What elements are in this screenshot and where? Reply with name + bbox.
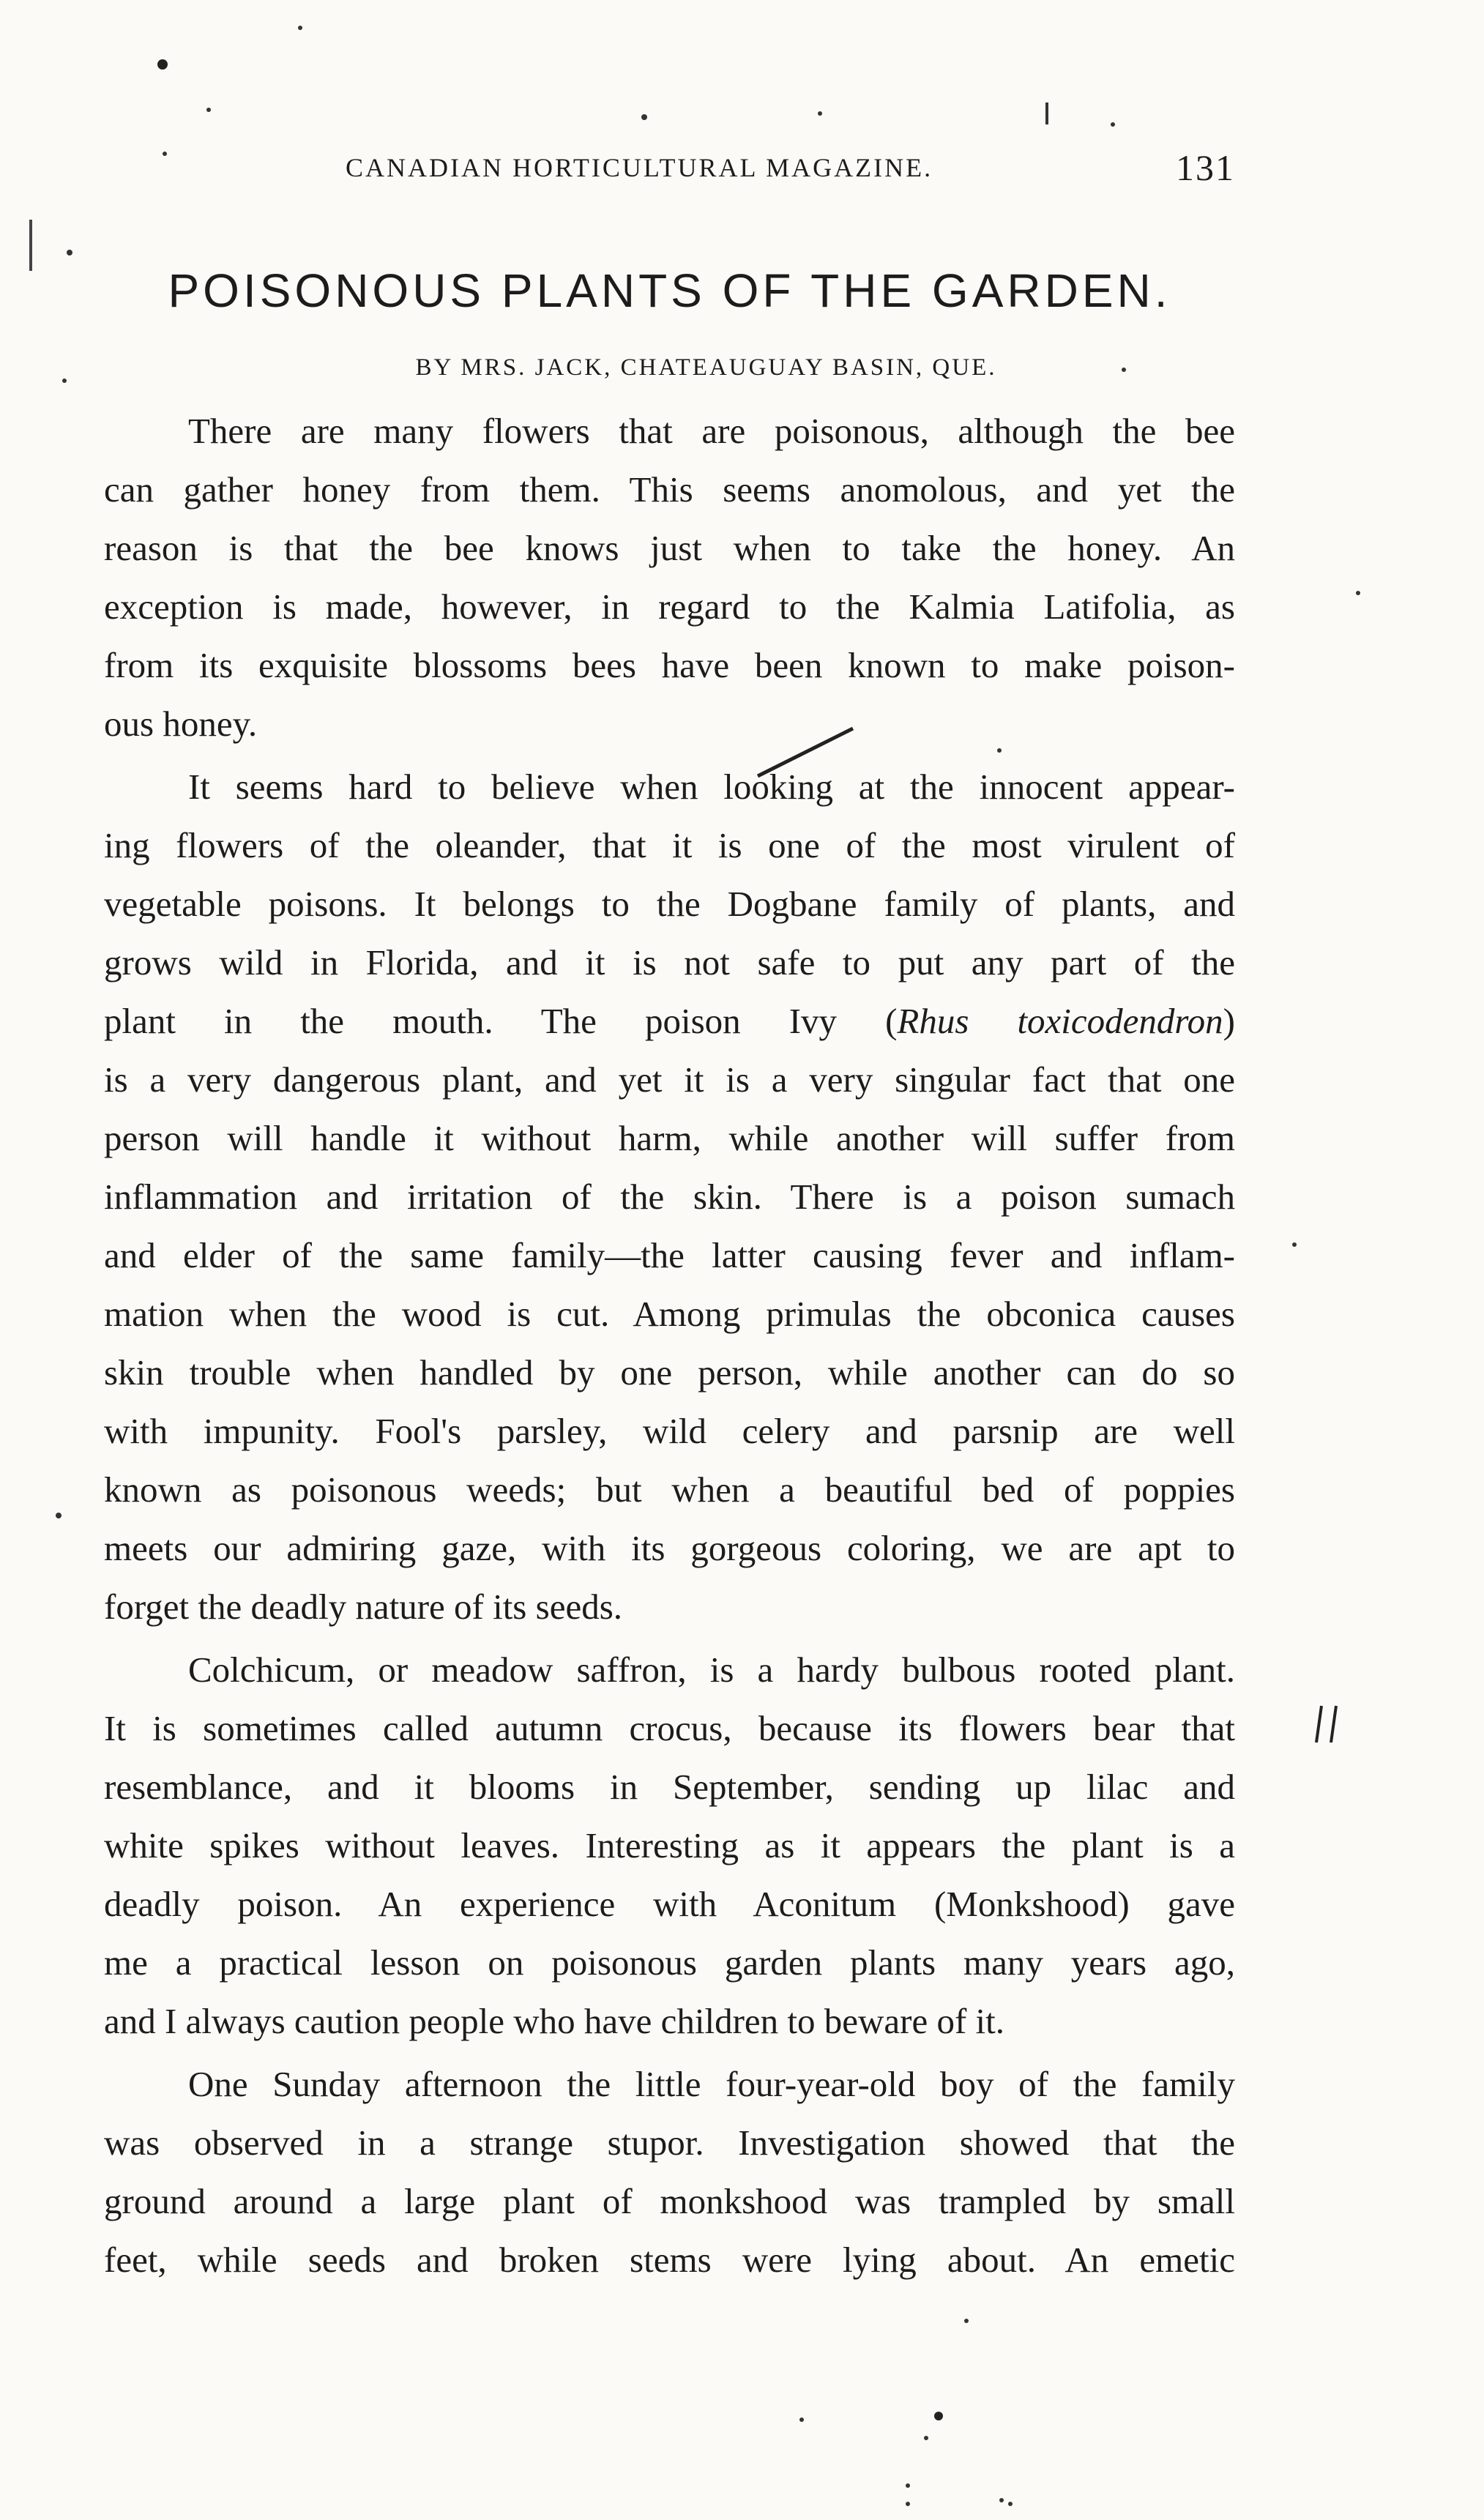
text-line: forget the deadly nature of its seeds.: [104, 1587, 623, 1627]
text-line: reason is that the bee knows just when to take the honey. An: [104, 528, 1235, 568]
article-body: [104, 402, 1235, 2289]
text-line: vegetable poisons. It belongs to the Dogbane family of plants, and: [104, 884, 1235, 924]
book-page: [104, 132, 1235, 2294]
paragraph-2: [104, 758, 1235, 1636]
magazine-title: CANADIAN HORTICULTURAL MAGAZINE.: [346, 153, 933, 182]
text-line: grows wild in Florida, and it is not safe to put any part of the: [104, 942, 1235, 983]
text-line: ground around a large plant of monkshood was trampled by small: [104, 2181, 1235, 2221]
text-line: me a practical lesson on poisonous garden plants many years ago,: [104, 1942, 1235, 1983]
text-line: was observed in a strange stupor. Investigation showed that the: [104, 2122, 1235, 2163]
running-head: [104, 132, 1235, 198]
text-line: There are many flowers that are poisonous, although the bee: [188, 411, 1235, 451]
text-line: ous honey.: [104, 704, 258, 744]
paragraph-4: [104, 2055, 1235, 2289]
article-byline: BY MRS. JACK, CHATEAUGUAY BASIN, QUE.: [415, 354, 997, 381]
text-line: ing flowers of the oleander, that it is one of the most virulent of: [104, 825, 1235, 865]
text-line: skin trouble when handled by one person, while another can do so: [104, 1352, 1235, 1393]
text-line: from its exquisite blossoms bees have been known to make poison-: [104, 645, 1235, 685]
text-line: is a very dangerous plant, and yet it is a very singular fact that one: [104, 1059, 1235, 1100]
text-line: It seems hard to believe when looking at the innocent appear-: [188, 767, 1235, 807]
text-line: known as poisonous weeds; but when a beautiful bed of poppies: [104, 1469, 1235, 1510]
page-number: 131: [1176, 147, 1235, 188]
text-line: white spikes without leaves. Interesting as it appears the plant is a: [104, 1825, 1235, 1865]
text-line: and I always caution people who have children to beware of it.: [104, 2001, 1005, 2041]
text-line: resemblance, and it blooms in September, sending up lilac and: [104, 1767, 1235, 1807]
text-line: It is sometimes called autumn crocus, because its flowers bear that: [104, 1708, 1235, 1748]
text-line: mation when the wood is cut. Among primulas the obconica causes: [104, 1294, 1235, 1334]
text-line: inflammation and irritation of the skin. There is a poison sumach: [104, 1177, 1235, 1217]
text-line: deadly poison. An experience with Aconitum (Monkshood) gave: [104, 1884, 1235, 1924]
text-line: feet, while seeds and broken stems were lying about. An emetic: [104, 2240, 1235, 2280]
text-line: meets our admiring gaze, with its gorgeous coloring, we are apt to: [104, 1528, 1235, 1568]
text-line: exception is made, however, in regard to the Kalmia Latifolia, as: [104, 586, 1235, 627]
text-line: person will handle it without harm, while another will suffer from: [104, 1118, 1235, 1158]
article-title: POISONOUS PLANTS OF THE GARDEN.: [168, 264, 1171, 317]
paragraph-1: [104, 402, 1235, 753]
botanical-name: Rhus toxicodendron: [897, 1001, 1223, 1041]
paragraph-3: [104, 1641, 1235, 2051]
text-line: plant in the mouth. The poison Ivy (Rhus toxicodendron): [104, 1001, 1235, 1041]
text-line: One Sunday afternoon the little four-year-old boy of the family: [188, 2064, 1235, 2104]
text-line: Colchicum, or meadow saffron, is a hardy bulbous rooted plant.: [188, 1649, 1235, 1690]
text-line: with impunity. Fool's parsley, wild celery and parsnip are well: [104, 1411, 1235, 1451]
text-line: and elder of the same family—the latter causing fever and inflam-: [104, 1235, 1235, 1275]
text-line: can gather honey from them. This seems anomolous, and yet the: [104, 469, 1235, 510]
